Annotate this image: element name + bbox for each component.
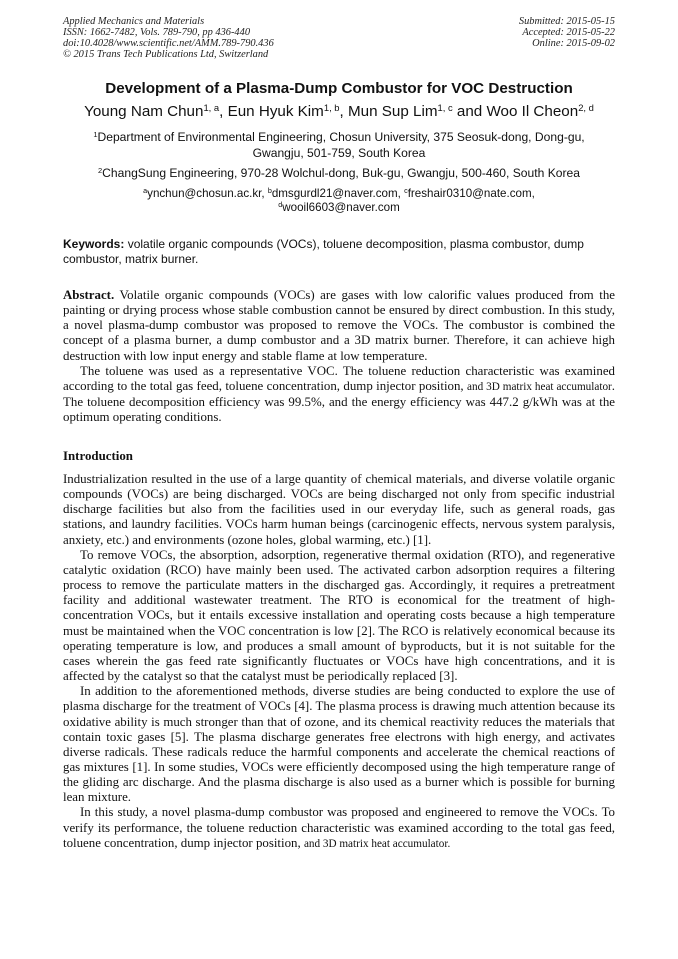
dates-header — [519, 16, 615, 49]
author-name: Eun Hyuk Kim — [227, 103, 324, 120]
author-affiliation-mark: 1, c — [437, 101, 453, 113]
email-mark: d — [278, 200, 283, 210]
introduction-section — [63, 472, 615, 852]
journal-issn: ISSN: 1662-7482, Vols. 789-790, pp 436-440 — [63, 27, 251, 38]
author-emails — [80, 187, 598, 215]
accepted-date: Accepted: 2015-05-22 — [522, 27, 615, 38]
email-link[interactable]: dmsgurdl21@naver.com, — [271, 187, 405, 200]
author-affiliation-mark: 1, a — [203, 101, 220, 113]
journal-header — [63, 16, 274, 60]
email-link[interactable]: freshair0310@nate.com, — [407, 187, 535, 200]
keywords-section — [63, 237, 615, 268]
section-heading-introduction: Introduction — [63, 449, 133, 463]
author-name: Mun Sup Lim — [348, 103, 438, 120]
keywords-text: volatile organic compounds (VOCs), toluene decomposition, plasma combustor, dump combustor, matrix burner. — [63, 237, 584, 267]
abstract-text: . The toluene decomposition efficiency was 99.5%, and the energy efficiency was 447.2 g/kWh was at the optimum operating conditions. — [63, 378, 615, 425]
author-separator: and — [452, 103, 487, 120]
abstract-text: Volatile organic compounds (VOCs) are gases with low calorific values produced from the painting or drying process whose stable combustion cannot be ensured by direct combustion. In this study, a novel plasma-dump combustor was proposed to remove the VOCs. The combustor is combined the concept of a plasma burner, a dump combustor and a 3D matrix burner. Therefore, it can achieve high destruction with low input energy and stable flame at low temperature. — [63, 288, 615, 363]
email-mark: b — [267, 186, 272, 196]
author-list — [0, 102, 678, 121]
author-separator: , — [219, 103, 228, 120]
intro-paragraph-4 — [63, 805, 615, 851]
abstract-paragraph-2 — [63, 364, 615, 426]
author-name: Young Nam Chun — [84, 103, 204, 120]
email-mark: c — [404, 186, 408, 196]
abstract-paragraph-1 — [63, 288, 615, 364]
affiliation-2 — [80, 166, 598, 182]
author-affiliation-mark: 1, b — [323, 101, 340, 113]
keywords-label: Keywords: — [63, 237, 125, 251]
abstract-text-small: and 3D matrix heat accumulator — [467, 380, 612, 393]
journal-copyright: © 2015 Trans Tech Publications Ltd, Switzerland — [63, 49, 269, 60]
email-link[interactable]: wooil6603@naver.com — [282, 201, 400, 214]
intro-paragraph-2: To remove VOCs, the absorption, adsorption, regenerative thermal oxidation (RTO), and regenerative catalytic oxidation (RCO) have mainly been used. The activated carbon adsorption requires a filtering process to remove the particulate matters in the discharged gas. Accordingly, it requires a pretreatment facility and additional wastewater treatment. The RTO is economical for the treatment of high-concentration VOCs, but it entails excessive installation and operating costs because a high temperature must be maintained when the VOC concentration is low [2]. The RCO is relatively economical because its operating temperature is low, and produces a small amount of byproducts, but it is not suitable for the cases wherein the gas feed rate significantly fluctuates or VOCs have high concentrations, and it is affected by the catalyst so that the catalyst must be periodically replaced [3]. — [63, 547, 615, 684]
intro-text: In this study, a novel plasma-dump combustor was proposed and engineered to remove the VOCs. To verify its performance, the toluene reduction characteristic was examined according to the total gas feed, toluene concentration, dump injector position, — [63, 805, 615, 850]
online-date: Online: 2015-09-02 — [532, 38, 615, 49]
affiliation-mark: 2 — [98, 165, 103, 175]
affiliation-mark: 1 — [93, 129, 98, 139]
abstract-text: The toluene was used as a representative VOC. The toluene reduction characteristic was examined according to the total gas feed, toluene concentration, dump injector position, — [63, 363, 615, 393]
intro-paragraph-3: In addition to the aforementioned methods, diverse studies are being conducted to explore the use of plasma discharge for the treatment of VOCs [4]. The plasma process is drawing much attention because its oxidative ability is much stronger than that of ozone, and its chemical reactivity reduces the materials that contain toxic gases [5]. The plasma discharge generates free electrons with high energy, and activates diverse radicals. These radicals reduce the harmful components and accelerate the chemical reactions of gas mixtures [1]. In some studies, VOCs were efficiently decomposed using the high temperature range of the gliding arc discharge. And the plasma discharge is also used as a burner which is possible for burning lean mixture. — [63, 684, 615, 805]
affiliation-text: Department of Environmental Engineering, Chosun University, 375 Seosuk-dong, Dong-gu, Gwangju, 501-759, South Korea — [97, 130, 585, 160]
affiliation-1 — [80, 130, 598, 161]
abstract-label: Abstract. — [63, 288, 115, 302]
intro-text-small: and 3D matrix heat accumulator. — [303, 837, 451, 850]
author-name: Woo Il Cheon — [486, 103, 579, 120]
email-mark: a — [143, 186, 148, 196]
email-link[interactable]: ynchun@chosun.ac.kr, — [147, 187, 268, 200]
intro-paragraph-1: Industrialization resulted in the use of a large quantity of chemical materials, and diverse volatile organic compounds (VOCs) are being discharged. VOCs are being discharged not only from specific industrial discharge facilities but also from the facilities used in our everyday life, such as general roads, gas stations, and laundry facilities. VOCs harm human beings (carcinogenic effects, nervous system paralysis, anxiety, etc.) and environments (ozone holes, global warming, etc.) [1]. — [63, 472, 615, 547]
affiliation-text: ChangSung Engineering, 970-28 Wolchul-dong, Buk-gu, Gwangju, 500-460, South Korea — [102, 166, 580, 180]
submitted-date: Submitted: 2015-05-15 — [518, 16, 615, 27]
abstract-section — [63, 288, 615, 425]
author-affiliation-mark: 2, d — [578, 101, 594, 113]
paper-title: Development of a Plasma-Dump Combustor for VOC Destruction — [105, 80, 573, 97]
journal-name: Applied Mechanics and Materials — [63, 16, 205, 27]
journal-doi: doi:10.4028/www.scientific.net/AMM.789-790.436 — [63, 38, 274, 49]
author-separator: , — [339, 103, 348, 120]
